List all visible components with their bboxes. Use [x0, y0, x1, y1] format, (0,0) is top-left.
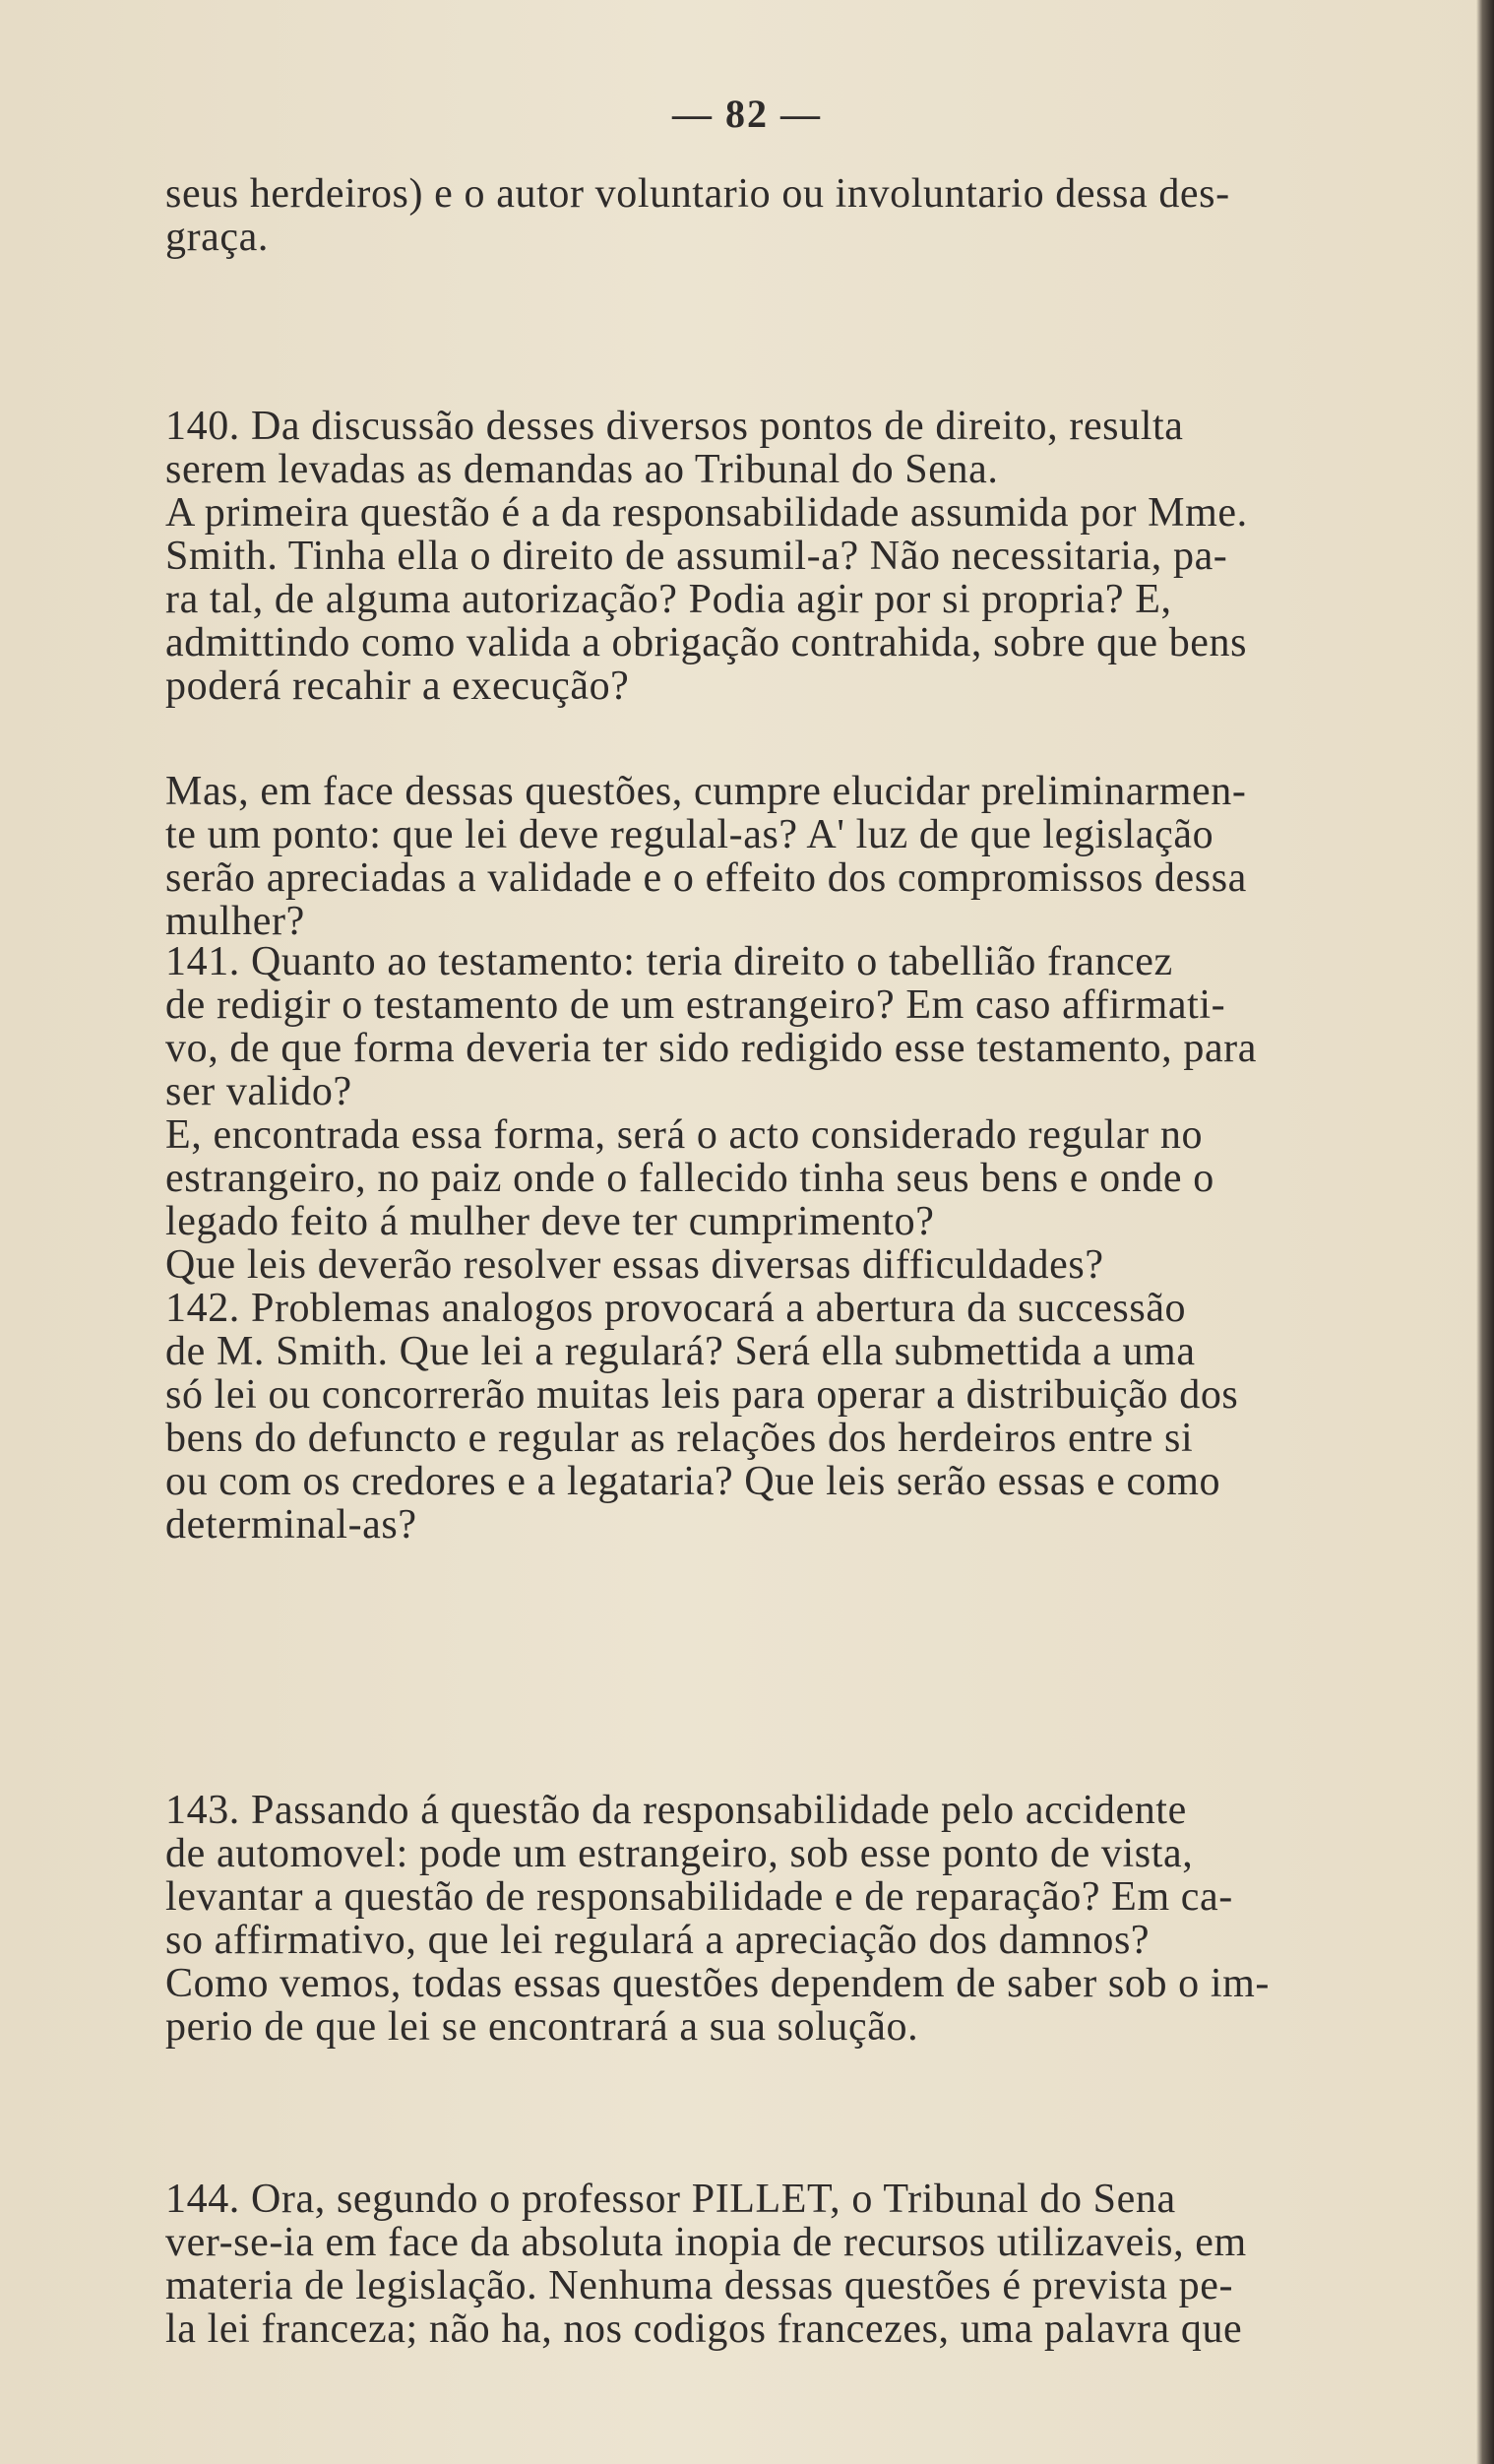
text-line: poderá recahir a execução? — [165, 663, 630, 709]
text-line: legado feito á mulher deve ter cumprimento? — [165, 1199, 935, 1244]
paragraph-140 — [165, 405, 1445, 708]
text-line: de redigir o testamento de um estrangeiro? Em caso affirmati- — [165, 982, 1226, 1028]
text-line: levantar a questão de responsabilidade e de reparação? Em ca- — [165, 1874, 1233, 1920]
text-line: só lei ou concorrerão muitas leis para operar a distribuição dos — [165, 1372, 1239, 1418]
text-line: te um ponto: que lei deve regulal-as? A' luz de que legislação — [165, 812, 1214, 857]
text-line: bens do defuncto e regular as relações dos herdeiros entre si — [165, 1416, 1194, 1461]
page-edge-shadow — [1476, 0, 1494, 2464]
text-line: graça. — [165, 215, 270, 260]
text-line: 144. Ora, segundo o professor PILLET, o Tribunal do Sena — [165, 2177, 1176, 2222]
text-line: 140. Da discussão desses diversos pontos de direito, resulta — [165, 404, 1184, 449]
text-line: mulher? — [165, 899, 305, 944]
text-line: 142. Problemas analogos provocará a abertura da successão — [165, 1286, 1187, 1331]
paragraph-144 — [165, 2178, 1445, 2351]
text-line: Que leis deverão resolver essas diversas difficuldades? — [165, 1242, 1104, 1288]
page-number: — 82 — — [672, 92, 822, 136]
text-line: de M. Smith. Que lei a regulará? Será ella submettida a uma — [165, 1329, 1196, 1374]
text-line: determinal-as? — [165, 1502, 417, 1548]
paragraph-141-142 — [165, 940, 1445, 1547]
text-line: materia de legislação. Nenhuma dessas questões é prevista pe- — [165, 2263, 1234, 2308]
text-line: la lei franceza; não ha, nos codigos francezes, uma palavra que — [165, 2306, 1243, 2352]
paragraph-intro — [165, 172, 1445, 259]
text-line: ver-se-ia em face da absoluta inopia de recursos utilizaveis, em — [165, 2220, 1247, 2265]
text-line: Como vemos, todas essas questões dependem de saber sob o im- — [165, 1961, 1270, 2006]
text-line: ser valido? — [165, 1069, 352, 1114]
text-line: 141. Quanto ao testamento: teria direito o tabellião francez — [165, 939, 1173, 984]
text-line: seus herdeiros) e o autor voluntario ou involuntario dessa des- — [165, 171, 1230, 217]
text-line: ou com os credores e a legataria? Que leis serão essas e como — [165, 1459, 1221, 1504]
paragraph-143 — [165, 1789, 1445, 2049]
text-line: A primeira questão é a da responsabilidade assumida por Mme. — [165, 490, 1248, 536]
text-line: E, encontrada essa forma, será o acto considerado regular no — [165, 1112, 1204, 1158]
text-line: admittindo como valida a obrigação contrahida, sobre que bens — [165, 620, 1248, 665]
text-line: vo, de que forma deveria ter sido redigido esse testamento, para — [165, 1026, 1258, 1071]
paragraph-mas — [165, 770, 1445, 943]
text-line: 143. Passando á questão da responsabilidade pelo accidente — [165, 1788, 1187, 1833]
text-line: de automovel: pode um estrangeiro, sob esse ponto de vista, — [165, 1831, 1194, 1876]
text-line: so affirmativo, que lei regulará a apreciação dos damnos? — [165, 1918, 1151, 1963]
text-line: ra tal, de alguma autorização? Podia agir por si propria? E, — [165, 577, 1172, 622]
text-line: Mas, em face dessas questões, cumpre elucidar preliminarmen- — [165, 769, 1247, 814]
text-line: perio de que lei se encontrará a sua solução. — [165, 2004, 919, 2050]
text-line: estrangeiro, no paiz onde o fallecido tinha seus bens e onde o — [165, 1156, 1214, 1201]
text-line: serem levadas as demandas ao Tribunal do Sena. — [165, 447, 999, 492]
text-line: serão apreciadas a validade e o effeito dos compromissos dessa — [165, 855, 1247, 901]
text-line: Smith. Tinha ella o direito de assumil-a? Não necessitaria, pa- — [165, 534, 1228, 579]
